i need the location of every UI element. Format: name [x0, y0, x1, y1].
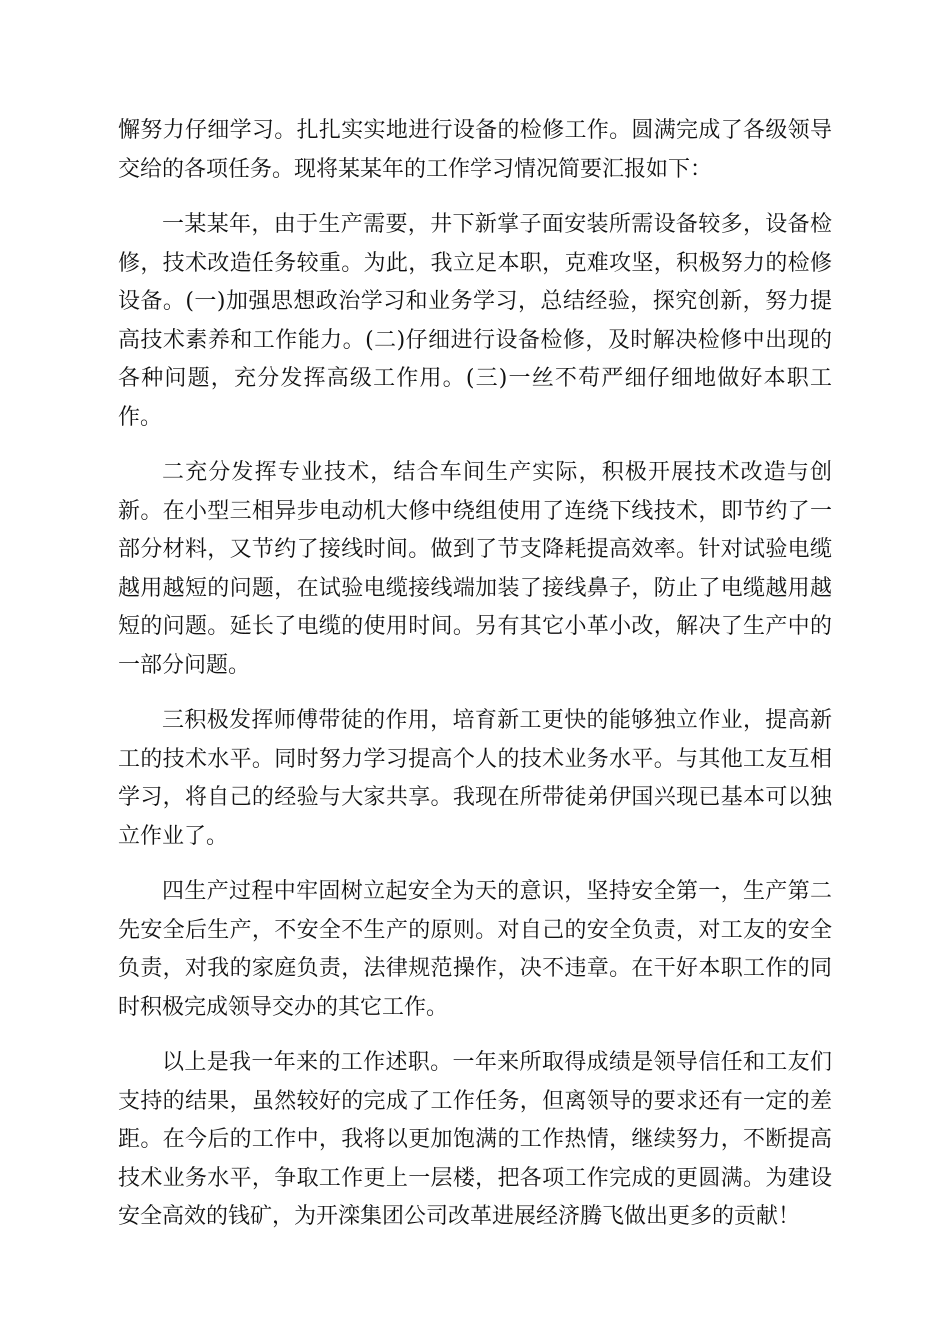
paragraph-conclusion: 以上是我一年来的工作述职。一年来所取得成绩是领导信任和工友们支持的结果，虽然较好的完成了工作任务，但离领导的要求还有一定的差距。在今后的工作中，我将以更加饱满的工作热情，继续努力，不断提高技术业务水平，争取工作更上一层楼，把各项工作完成的更圆满。为建设安全高效的钱矿，为开滦集团公司改革进展经济腾飞做出更多的贡献！ [118, 1050, 832, 1229]
paragraph-section-four: 四生产过程中牢固树立起安全为天的意识，坚持安全第一，生产第二先安全后生产，不安全不生产的原则。对自己的安全负责，对工友的安全负责，对我的家庭负责，法律规范操作，决不违章。在干好本职工作的同时积极完成领导交办的其它工作。 [118, 879, 832, 1020]
paragraph-section-three: 三积极发挥师傅带徒的作用，培育新工更快的能够独立作业，提高新工的技术水平。同时努力学习提高个人的技术业务水平。与其他工友互相学习，将自己的经验与大家共享。我现在所带徒弟伊国兴现已基本可以独立作业了。 [118, 708, 832, 849]
paragraph-section-two: 二充分发挥专业技术，结合车间生产实际，积极开展技术改造与创新。在小型三相异步电动机大修中绕组使用了连绕下线技术，即节约了一部分材料，又节约了接线时间。做到了节支降耗提高效率。针对试验电缆越用越短的问题，在试验电缆接线端加装了接线鼻子，防止了电缆越用越短的问题。延长了电缆的使用时间。另有其它小革小改，解决了生产中的一部分问题。 [118, 460, 832, 678]
paragraph-section-one: 一某某年，由于生产需要，井下新掌子面安装所需设备较多，设备检修，技术改造任务较重。为此，我立足本职，克难攻坚，积极努力的检修设备。(一)加强思想政治学习和业务学习，总结经验，探究创新，努力提高技术素养和工作能力。(二)仔细进行设备检修，及时解决检修中出现的各种问题，充分发挥高级工作用。(三)一丝不苟严细仔细地做好本职工作。 [118, 212, 832, 430]
paragraph-continuation: 懈努力仔细学习。扎扎实实地进行设备的检修工作。圆满完成了各级领导交给的各项任务。现将某某年的工作学习情况简要汇报如下： [118, 118, 832, 182]
